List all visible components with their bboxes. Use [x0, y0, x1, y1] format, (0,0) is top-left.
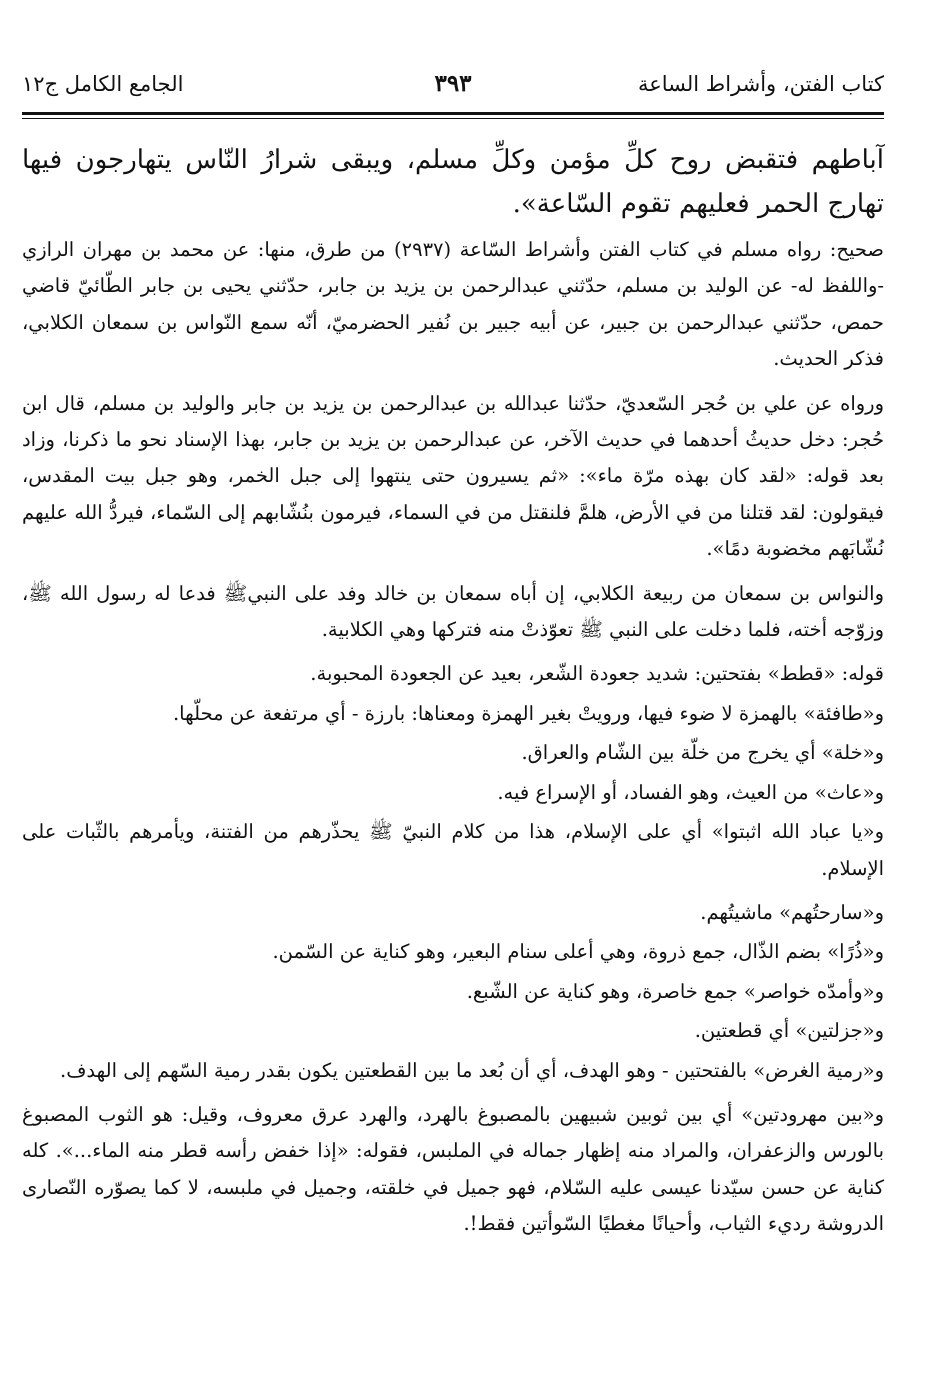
commentary-paragraph: صحيح: رواه مسلم في كتاب الفتن وأشراط السّاعة (٢٩٣٧) من طرق، منها: عن محمد بن مهران الرازي -واللفظ له- عن الوليد بن مسلم، حدّثني عبدالرحمن بن يزيد بن جابر، حدّثني يحيى بن جابر الطّائيّ قاضي حمص، حدّثني عبدالرحمن بن جبير، عن أبيه جبير بن نُفير الحضرميّ، أنّه سمع النّواس بن سمعان الكلابي، فذكر الحديث. — [22, 238, 884, 371]
commentary-paragraph: و«رمية الغرض» بالفتحتين - وهو الهدف، أي أن بُعد ما بين القطعتين يكون بقدر رمية السّهم إلى الهدف. — [60, 1058, 884, 1082]
commentary-paragraph: و«بين مهرودتين» أي بين ثوبين شبيهين بالمصبوغ بالهرد، والهرد عرق معروف، وقيل: هو الثوب المصبوغ بالورس والزعفران، والمراد منه إظهار جماله في الملبس، فقوله: «إذا خفض رأسه قطر منه الماء...». كله كناية عن حسن سيّدنا عيسى عليه السّلام، فهو جميل في خلقته، وجميل في ملبسه، لا كما يصوّره النّصارى الدروشة رديء الثياب، وأحيانًا مغطيًا السّوأتين فقط!. — [22, 1102, 884, 1236]
header-rule-thick — [22, 112, 884, 115]
commentary-paragraph: و«يا عباد الله اثبتوا» أي على الإسلام، هذا من كلام النبيّ ﷺ يحذّرهم من الفتنة، ويأمرهم بالثّبات على الإسلام. — [22, 820, 884, 880]
page-body — [22, 138, 884, 1251]
commentary-paragraph: و«وأمدّه خواصر» جمع خاصرة، وهو كناية عن الشّبع. — [466, 979, 884, 1003]
commentary-paragraph: و«سارحتُهم» ماشيتُهم. — [700, 900, 884, 924]
commentary-paragraph: و«عاث» من العيث، وهو الفساد، أو الإسراع فيه. — [497, 780, 884, 804]
commentary-paragraph: و«ذُرًا» بضم الذّال، جمع ذروة، وهي أعلى سنام البعير، وهو كناية عن السّمن. — [272, 940, 884, 964]
chapter-title: كتاب الفتن، وأشراط الساعة — [637, 72, 884, 96]
book-title: الجامع الكامل ج١٢ — [22, 72, 184, 96]
hadith-text: آباطهم فتقبض روح كلِّ مؤمن وكلِّ مسلم، ويبقى شرارُ النّاس يتهارجون فيها تهارج الحمر فعليهم تقوم السّاعة». — [22, 145, 884, 219]
book-page — [22, 0, 884, 1377]
commentary-paragraph: و«جزلتين» أي قطعتين. — [694, 1019, 884, 1043]
commentary-paragraph: و«خلة» أي يخرج من خلّة بين الشّام والعراق. — [521, 741, 884, 765]
commentary-paragraph: و«طافئة» بالهمزة لا ضوء فيها، ورويتْ بغير الهمزة ومعناها: بارزة - أي مرتفعة عن محلّها. — [172, 701, 884, 725]
commentary-paragraph: قوله: «قطط» بفتحتين: شديد جعودة الشّعر، بعيد عن الجعودة المحبوبة. — [310, 662, 884, 686]
commentary-paragraph: والنواس بن سمعان من ربيعة الكلابي، إن أباه سمعان بن خالد وفد على النبيﷺ فدعا له رسول الله ﷺ، وزوّجه أخته، فلما دخلت على النبي ﷺ تعوّذتْ منه فتركها وهي الكلابية. — [22, 581, 884, 642]
page-number: ٣٩٣ — [434, 70, 472, 97]
header-rule-thin — [22, 118, 884, 119]
commentary-paragraph: ورواه عن علي بن حُجر السّعديّ، حدّثنا عبدالله بن عبدالرحمن بن يزيد بن جابر والوليد بن مسلم، قال ابن حُجر: دخل حديثُ أحدهما في حديث الآخر، عن عبدالرحمن بن يزيد بن جابر، بهذا الإسناد نحو ما ذكرنا، وزاد بعد قوله: «لقد كان بهذه مرّة ماء»: «ثم يسيرون حتى ينتهوا إلى جبل الخمر، وهو جبل بيت المقدس، فيقولون: لقد قتلنا من في الأرض، هلمَّ فلنقتل من في السماء، فيرمون بنُشّابهم إلى السّماء، فيردُّ الله عليهم نُشّابَهم مخضوبة دمًا». — [22, 391, 885, 561]
running-header — [22, 72, 884, 106]
